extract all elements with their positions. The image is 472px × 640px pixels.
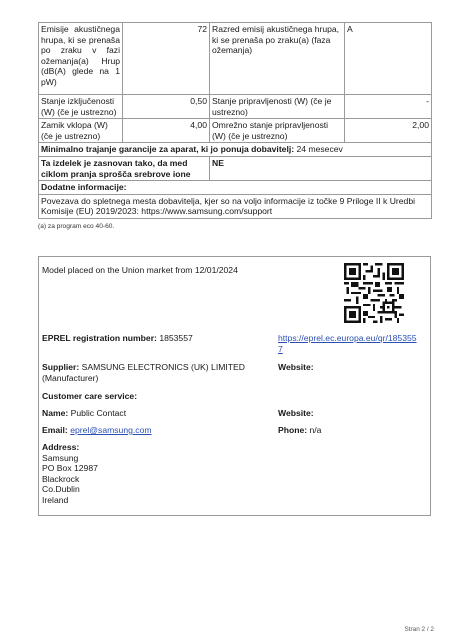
phone-label: Phone: — [278, 425, 308, 435]
contact-email — [42, 425, 152, 436]
eprel-number: 1853557 — [159, 333, 193, 343]
standby-value: - — [345, 95, 432, 119]
eprel-label: EPREL registration number: — [42, 333, 157, 343]
supplier-website-label: Website: — [278, 362, 314, 372]
silver-ions-value: NE — [210, 156, 432, 180]
table-row — [39, 194, 432, 218]
address-line: Samsung — [42, 452, 79, 463]
silver-ions-label: Ta izdelek je zasnovan tako, da med ciklom pranja sprošča srebrove ione — [39, 156, 210, 180]
table-row — [39, 156, 432, 180]
footnote: (a) za program eco 40-60. — [38, 222, 115, 230]
noise-class-value: A — [345, 23, 432, 95]
email-link[interactable]: eprel@samsung.com — [70, 425, 152, 435]
address-line: PO Box 12987 — [42, 463, 98, 474]
delay-start-value: 4,00 — [123, 119, 210, 143]
table-row — [39, 95, 432, 119]
table-row — [39, 23, 432, 95]
address-line: Blackrock — [42, 473, 80, 484]
table-row — [39, 181, 432, 195]
noise-emission-value: 72 — [123, 23, 210, 95]
off-mode-label: Stanje izključenosti (W) (če je ustrezno) — [39, 95, 123, 119]
contact-name — [42, 408, 126, 419]
contact-phone — [278, 425, 321, 436]
name-label: Name: — [42, 408, 69, 418]
off-mode-value: 0,50 — [123, 95, 210, 119]
address-block — [42, 442, 98, 506]
delay-start-label: Zamik vklopa (W) (če je ustrezno) — [39, 119, 123, 143]
market-placement-text: Model placed on the Union market from 12/01/2024 — [42, 265, 238, 275]
noise-class-label: Razred emisij akustičnega hrupa, ki se prenaša po zraku(a) (faza ožemanja) — [210, 23, 345, 95]
address-line: Co.Dublin — [42, 484, 80, 495]
networked-standby-value: 2,00 — [345, 119, 432, 143]
additional-info-label: Dodatne informacije: — [39, 181, 432, 195]
eprel-registration — [42, 333, 193, 344]
product-info-table — [38, 22, 432, 219]
table-row — [39, 119, 432, 143]
email-label: Email: — [42, 425, 68, 435]
supplier-value: SAMSUNG ELECTRONICS (UK) LIMITED (Manufacturer) — [42, 362, 245, 383]
care-website-label: Website: — [278, 408, 314, 418]
eprel-link[interactable]: https://eprel.ec.europa.eu/qr/1853557 — [278, 333, 417, 354]
guarantee-row — [39, 143, 432, 157]
energy-info-sheet — [38, 22, 431, 230]
phone-value: n/a — [309, 425, 322, 435]
table-row — [39, 143, 432, 157]
qr-code-icon — [344, 263, 404, 323]
networked-standby-label: Omrežno stanje pripravljenosti (W) (če je ustrezno) — [210, 119, 345, 143]
additional-info-text: Povezava do spletnega mesta dobavitelja, kjer so na voljo informacije iz točke 9 Priloge II k Uredbi Komisije (EU) 2019/2023: https://www.samsung.com/support — [39, 194, 432, 218]
supplier-label: Supplier: — [42, 362, 80, 372]
name-value: Public Contact — [70, 408, 127, 418]
guarantee-label: Minimalno trajanje garancije za aparat, ki jo ponuja dobavitelj: — [41, 144, 295, 155]
customer-care-heading: Customer care service: — [42, 391, 138, 401]
address-line: Ireland — [42, 494, 69, 505]
standby-label: Stanje pripravljenosti (W) (če je ustrezno) — [210, 95, 345, 119]
page-number: Stran 2 / 2 — [404, 626, 434, 633]
guarantee-value: 24 mesecev — [296, 144, 343, 155]
address-label: Address: — [42, 442, 80, 452]
supplier-info — [42, 362, 274, 383]
noise-emission-label: Emisije akustičnega hrupa, ki se prenaša po zraku v fazi ožemanja(a) Hrup (dB(A) glede na 1 pW) — [39, 23, 123, 95]
